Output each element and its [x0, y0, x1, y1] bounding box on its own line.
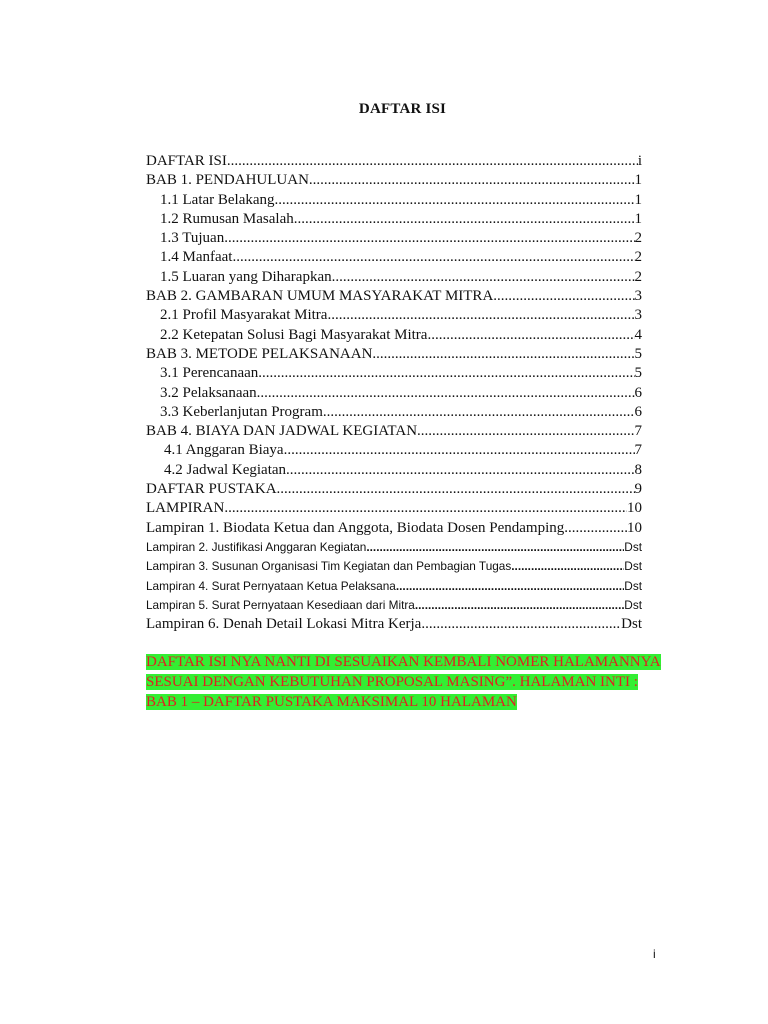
toc-entry-label: 2.2 Ketepatan Solusi Bagi Masyarakat Mitra: [160, 326, 428, 343]
toc-entry-page: 7: [634, 423, 642, 440]
toc-entry[interactable]: [146, 384, 642, 403]
table-of-contents: [146, 152, 642, 634]
note-text: DAFTAR ISI NYA NANTI DI SESUAIKAN KEMBALI NOMER HALAMANNYA SESUAI DENGAN KEBUTUHAN PROPOSAL MASING”. HALAMAN INTI : BAB 1 – DAFTAR PUSTAKA MAKSIMAL 10 HALAMAN: [146, 654, 661, 710]
toc-entry[interactable]: [146, 268, 642, 287]
toc-dot-leader: [493, 287, 634, 306]
toc-dot-leader: [372, 345, 634, 364]
toc-entry-label: BAB 3. METODE PELAKSANAAN: [146, 345, 373, 362]
toc-entry-page: 9: [634, 481, 642, 498]
toc-entry-label: Lampiran 4. Surat Pernyataan Ketua Pelaksana: [146, 578, 396, 593]
toc-entry[interactable]: [146, 171, 642, 190]
toc-entry-label: Lampiran 3. Susunan Organisasi Tim Kegiatan dan Pembagian Tugas: [146, 559, 512, 574]
toc-entry-label: 1.2 Rumusan Masalah: [160, 210, 294, 227]
toc-entry-page: 1: [634, 172, 642, 189]
toc-entry-page: 5: [634, 345, 642, 362]
toc-entry-page: 10: [627, 519, 642, 536]
toc-entry[interactable]: [146, 152, 642, 171]
toc-entry-label: 3.1 Perencanaan: [160, 365, 259, 382]
toc-entry-label: 1.4 Manfaat: [160, 249, 233, 266]
toc-entry-page: 1: [634, 191, 642, 208]
toc-entry-page: 2: [634, 249, 642, 266]
toc-entry-page: 8: [634, 461, 642, 478]
toc-entry-page: Dst: [621, 616, 642, 633]
toc-dot-leader: [286, 461, 634, 480]
toc-entry-page: i: [637, 153, 642, 169]
toc-entry-page: Dst: [624, 597, 642, 612]
toc-entry-label: DAFTAR PUSTAKA: [146, 481, 277, 498]
toc-dot-leader: [224, 229, 634, 248]
toc-entry[interactable]: [146, 229, 642, 248]
toc-entry[interactable]: [146, 538, 642, 557]
page-number: i: [653, 947, 656, 961]
toc-entry[interactable]: [146, 577, 642, 596]
toc-dot-leader: [332, 268, 635, 287]
toc-entry[interactable]: [146, 248, 642, 267]
toc-dot-leader: [309, 171, 635, 190]
toc-entry-page: 7: [634, 442, 642, 459]
toc-dot-leader: [224, 499, 627, 518]
toc-entry[interactable]: [146, 480, 642, 499]
toc-entry-label: Lampiran 2. Justifikasi Anggaran Kegiatan: [146, 539, 367, 554]
toc-dot-leader: [366, 538, 624, 557]
toc-entry-page: 2: [634, 268, 642, 285]
toc-dot-leader: [227, 152, 638, 171]
toc-dot-leader: [327, 306, 634, 325]
toc-dot-leader: [258, 364, 634, 383]
toc-entry[interactable]: [146, 326, 642, 345]
toc-entry[interactable]: [146, 191, 642, 210]
toc-entry[interactable]: [146, 557, 642, 576]
toc-entry[interactable]: [146, 364, 642, 383]
toc-entry[interactable]: [146, 422, 642, 441]
toc-entry-page: 2: [634, 230, 642, 247]
toc-entry-page: 4: [634, 326, 642, 343]
toc-entry-label: BAB 4. BIAYA DAN JADWAL KEGIATAN: [146, 423, 418, 440]
note-highlighted: [146, 652, 666, 712]
toc-entry-label: 1.1 Latar Belakang: [160, 191, 275, 208]
toc-dot-leader: [511, 557, 624, 576]
toc-entry-label: Lampiran 1. Biodata Ketua dan Anggota, Biodata Dosen Pendamping: [146, 519, 565, 536]
toc-dot-leader: [564, 519, 627, 538]
toc-dot-leader: [275, 191, 635, 210]
toc-entry[interactable]: [146, 287, 642, 306]
page-title: DAFTAR ISI: [358, 101, 447, 117]
toc-entry[interactable]: [146, 615, 642, 634]
toc-entry[interactable]: [146, 596, 642, 615]
toc-entry-label: LAMPIRAN: [146, 500, 225, 517]
toc-dot-leader: [421, 615, 621, 634]
toc-dot-leader: [232, 248, 634, 267]
toc-entry-label: Lampiran 6. Denah Detail Lokasi Mitra Kerja: [146, 616, 422, 633]
toc-entry[interactable]: [146, 306, 642, 325]
toc-entry[interactable]: [146, 499, 642, 518]
toc-entry-label: 4.2 Jadwal Kegiatan: [164, 461, 287, 478]
toc-dot-leader: [427, 326, 634, 345]
toc-dot-leader: [415, 596, 624, 615]
toc-dot-leader: [396, 577, 624, 596]
toc-entry-label: BAB 2. GAMBARAN UMUM MASYARAKAT MITRA: [146, 288, 494, 305]
toc-entry-page: Dst: [624, 559, 642, 574]
toc-entry-label: DAFTAR ISI: [146, 153, 227, 169]
toc-entry[interactable]: [146, 461, 642, 480]
toc-dot-leader: [294, 210, 635, 229]
toc-entry-page: Dst: [624, 578, 642, 593]
toc-entry-page: 6: [634, 384, 642, 401]
toc-entry-label: 4.1 Anggaran Biaya: [164, 442, 284, 459]
toc-entry[interactable]: [146, 441, 642, 460]
toc-entry-label: Lampiran 5. Surat Pernyataan Kesediaan dari Mitra: [146, 597, 415, 612]
toc-entry-label: 3.3 Keberlanjutan Program: [160, 403, 323, 420]
toc-entry[interactable]: [146, 210, 642, 229]
toc-entry-page: 10: [627, 500, 642, 517]
toc-entry-page: 1: [634, 210, 642, 227]
toc-entry-label: 1.5 Luaran yang Diharapkan: [160, 268, 332, 285]
toc-dot-leader: [323, 403, 635, 422]
toc-entry-page: 5: [634, 365, 642, 382]
toc-entry-page: 3: [634, 307, 642, 324]
toc-entry-page: 6: [634, 403, 642, 420]
toc-dot-leader: [277, 480, 635, 499]
toc-entry-label: BAB 1. PENDAHULUAN: [146, 172, 309, 189]
toc-dot-leader: [257, 384, 635, 403]
toc-entry-label: 2.1 Profil Masyarakat Mitra: [160, 307, 328, 324]
toc-entry-page: 3: [634, 288, 642, 305]
toc-entry[interactable]: [146, 403, 642, 422]
toc-entry[interactable]: [146, 345, 642, 364]
toc-entry-label: 3.2 Pelaksanaan: [160, 384, 257, 401]
toc-entry-label: 1.3 Tujuan: [160, 230, 225, 247]
toc-dot-leader: [284, 441, 635, 460]
toc-entry[interactable]: [146, 519, 642, 538]
toc-entry-page: Dst: [624, 539, 642, 554]
toc-dot-leader: [417, 422, 634, 441]
